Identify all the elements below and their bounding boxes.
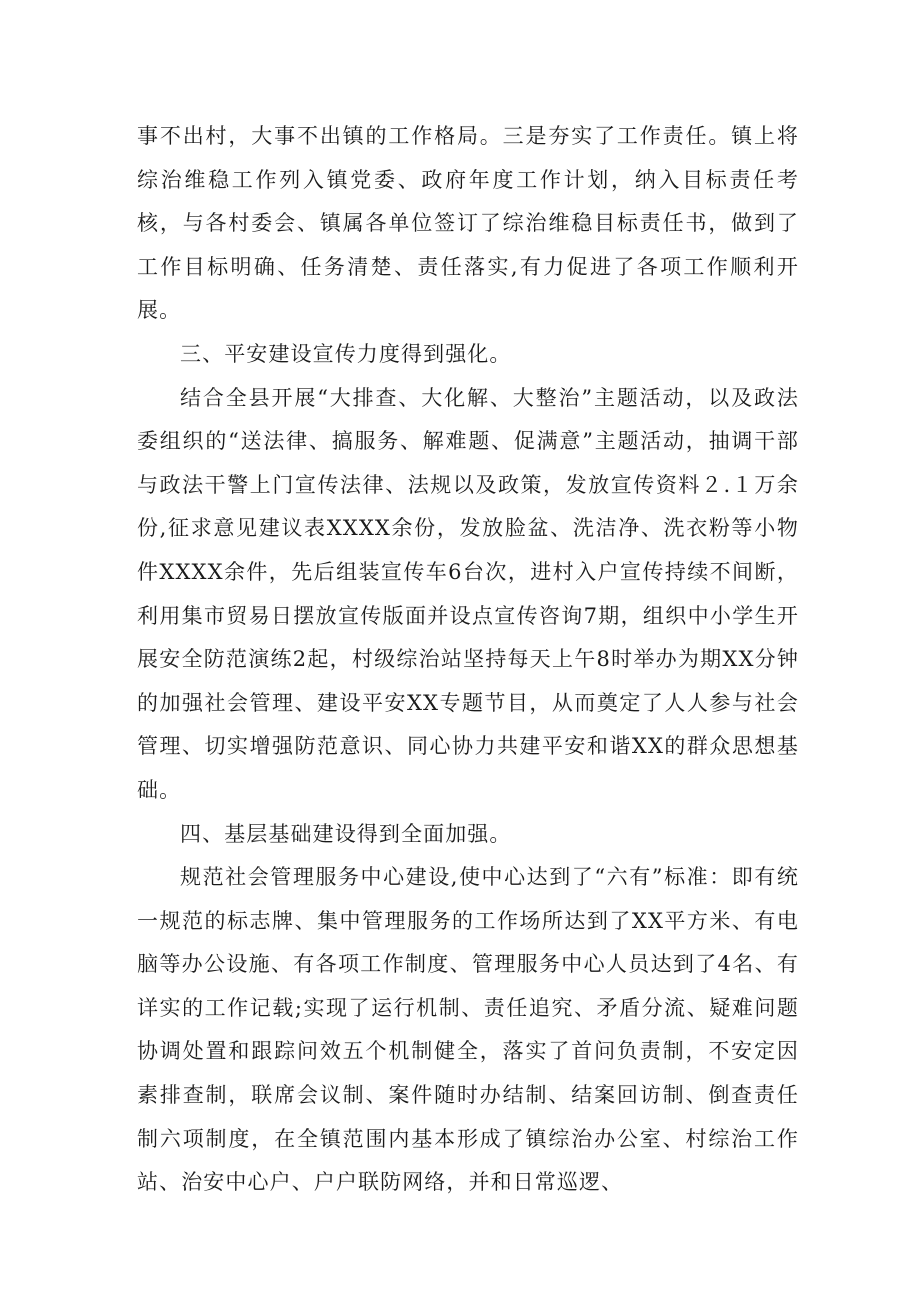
- section-heading-three: 三、平安建设宣传力度得到强化。: [180, 341, 512, 366]
- section-heading-four: 四、基层基础建设得到全面加强。: [180, 821, 512, 846]
- paragraph-continuation: 事不出村，大事不出镇的工作格局。三是夯实了工作责任。镇上将综治维稳工作列入镇党委、政府年度工作计划，纳入目标责任考核，与各村委会、镇属各单位签订了综治维稳目标责任书，做到了工作目标明确、任务清楚、责任落实,有力促进了各项工作顺利开展。: [137, 124, 799, 323]
- paragraph-publicity: 结合全县开展“大排查、大化解、大整治”主题活动，以及政法委组织的“送法律、搞服务、解难题、促满意”主题活动，抽调干部与政法干警上门宣传法律、法规以及政策，发放宣传资料２.１万余份,征求意见建议表XXXX余份，发放脸盆、洗洁净、洗衣粉等小物件XXXX余件，先后组装宣传车6台次，进村入户宣传持续不间断，利用集市贸易日摆放宣传版面并设点宣传咨询7期，组织中小学生开展安全防范演练2起，村级综治站坚持每天上午8时举办为期XX分钟的加强社会管理、建设平安XX专题节目，从而奠定了人人参与社会管理、切实增强防范意识、同心协力共建平安和谐XX的群众思想基础。: [137, 385, 799, 802]
- document-body: [137, 115, 799, 1205]
- paragraph-infrastructure: 规范社会管理服务中心建设,使中心达到了“六有”标准：即有统一规范的标志牌、集中管理服务的工作场所达到了XX平方米、有电脑等办公设施、有各项工作制度、管理服务中心人员达到了4名、有详实的工作记载;实现了运行机制、责任追究、矛盾分流、疑难问题协调处置和跟踪问效五个机制健全，落实了首问负责制，不安定因素排查制，联席会议制、案件随时办结制、结案回访制、倒查责任制六项制度，在全镇范围内基本形成了镇综治办公室、村综治工作站、治安中心户、户户联防网络，并和日常巡逻、: [137, 865, 799, 1195]
